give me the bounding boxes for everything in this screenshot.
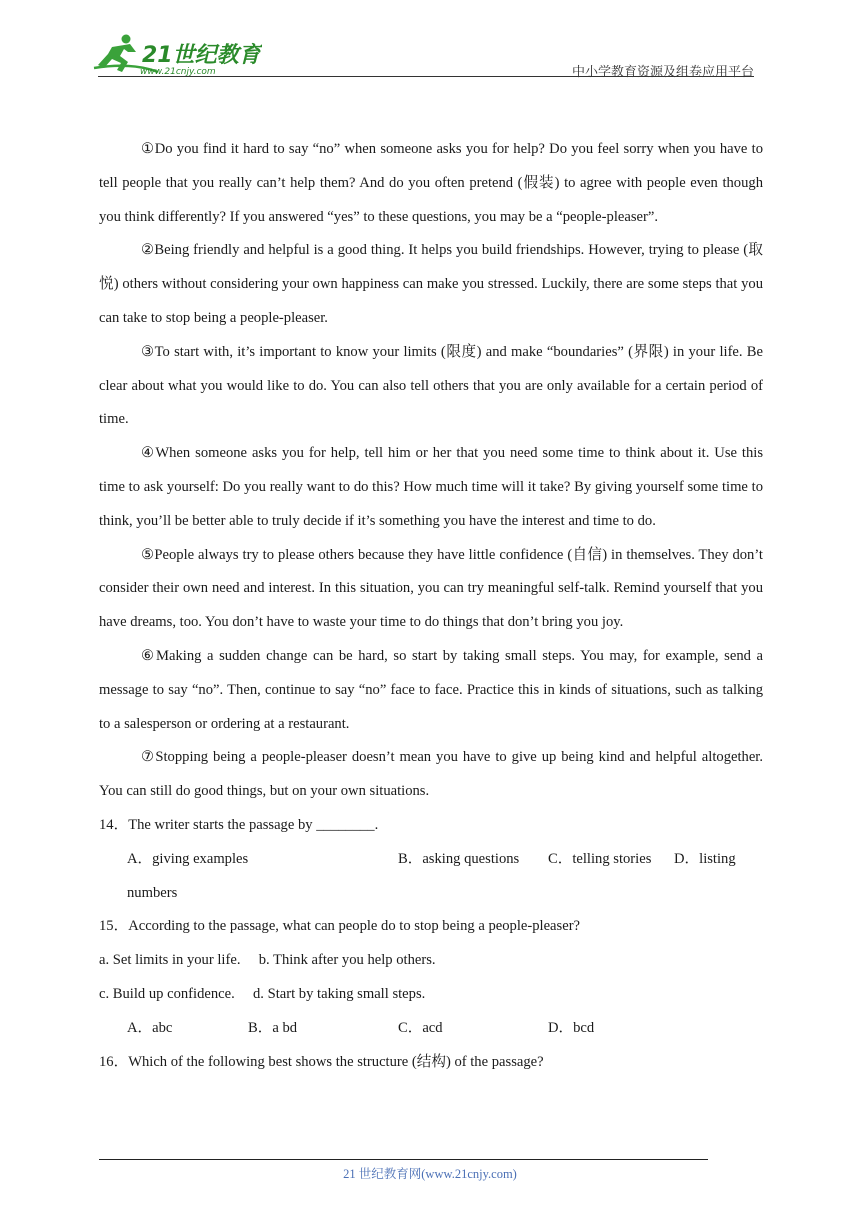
header-divider [98, 76, 754, 77]
document-body [99, 133, 763, 1079]
svg-text:www.21cnjy.com: www.21cnjy.com [140, 67, 216, 77]
passage-paragraph-4: ④When someone asks you for help, tell him or her that you need some time to think about it. Use this time to ask yourself: Do you really want to do this? How much time will it take? By giving yourself some time to think, you’ll be better able to truly decide if it’s something you have the interest and time to do. [99, 445, 763, 529]
footer-link[interactable]: 21 世纪教育网(www.21cnjy.com) [343, 1167, 517, 1181]
site-logo[interactable] [92, 32, 262, 78]
q15-option-b[interactable]: B．a bd [248, 1019, 298, 1036]
runner-logo-icon [92, 32, 262, 78]
q15-option-d[interactable]: D．bcd [548, 1019, 595, 1036]
q15-option-c[interactable]: C．acd [398, 1019, 443, 1036]
q14-option-c[interactable]: C．telling stories [548, 850, 652, 867]
q15-option-a[interactable]: A．abc [127, 1019, 173, 1036]
question-15-stem: 15．According to the passage, what can people do to stop being a people-pleaser? [99, 918, 581, 935]
q14-option-b[interactable]: B．asking questions [398, 850, 520, 867]
footer-divider [99, 1159, 708, 1160]
q15-statements-line-1: a. Set limits in your life. b. Think after you help others. [99, 952, 436, 969]
question-14-stem: 14．The writer starts the passage by ________. [99, 816, 379, 833]
question-15-options [99, 1012, 763, 1046]
q15-statements-line-2: c. Build up confidence. d. Start by taking small steps. [99, 985, 426, 1002]
q14-option-d[interactable]: D．listing [674, 850, 736, 867]
passage-paragraph-5: ⑤People always try to please others because they have little confidence (自信) in themselves. They don’t consider their own need and interest. In this situation, you can try meaningful self-talk. Remind yourself that you have dreams, too. You don’t have to waste your time to do things that don’t bring you joy. [99, 546, 763, 631]
svg-text:21世纪教育: 21世纪教育 [142, 43, 261, 68]
q14-option-d-wrap: numbers [127, 884, 178, 901]
passage-paragraph-7: ⑦Stopping being a people-pleaser doesn’t mean you have to give up being kind and helpful altogether. You can still do good things, but on your own situations. [99, 749, 763, 800]
page-header [0, 0, 860, 80]
passage-paragraph-6: ⑥Making a sudden change can be hard, so start by taking small steps. You may, for example, send a message to say “no”. Then, continue to say “no” face to face. Practice this in kinds of situations, such as talking to a salesperson or ordering at a restaurant. [99, 647, 763, 732]
question-14-options [99, 843, 763, 877]
q14-option-a[interactable]: A．giving examples [127, 850, 249, 867]
passage-paragraph-3: ③To start with, it’s important to know your limits (限度) and make “boundaries” (界限) in your life. Be clear about what you would like to do. You can also tell others that you are only available for a certain period of time. [99, 343, 763, 428]
passage-paragraph-2: ②Being friendly and helpful is a good thing. It helps you build friendships. However, trying to please (取悦) others without considering your own happiness can make you stressed. Luckily, there are some steps that you can take to stop being a people-pleaser. [99, 242, 763, 326]
platform-title: 中小学教育资源及组卷应用平台 [571, 65, 754, 80]
question-16-stem: 16．Which of the following best shows the structure (结构) of the passage? [99, 1053, 544, 1070]
passage-paragraph-1: ①Do you find it hard to say “no” when someone asks you for help? Do you feel sorry when you have to tell people that you really can’t help them? And do you often pretend (假装) to agree with people even though you think differently? If you answered “yes” to these questions, you may be a “people-pleaser”. [99, 141, 763, 225]
